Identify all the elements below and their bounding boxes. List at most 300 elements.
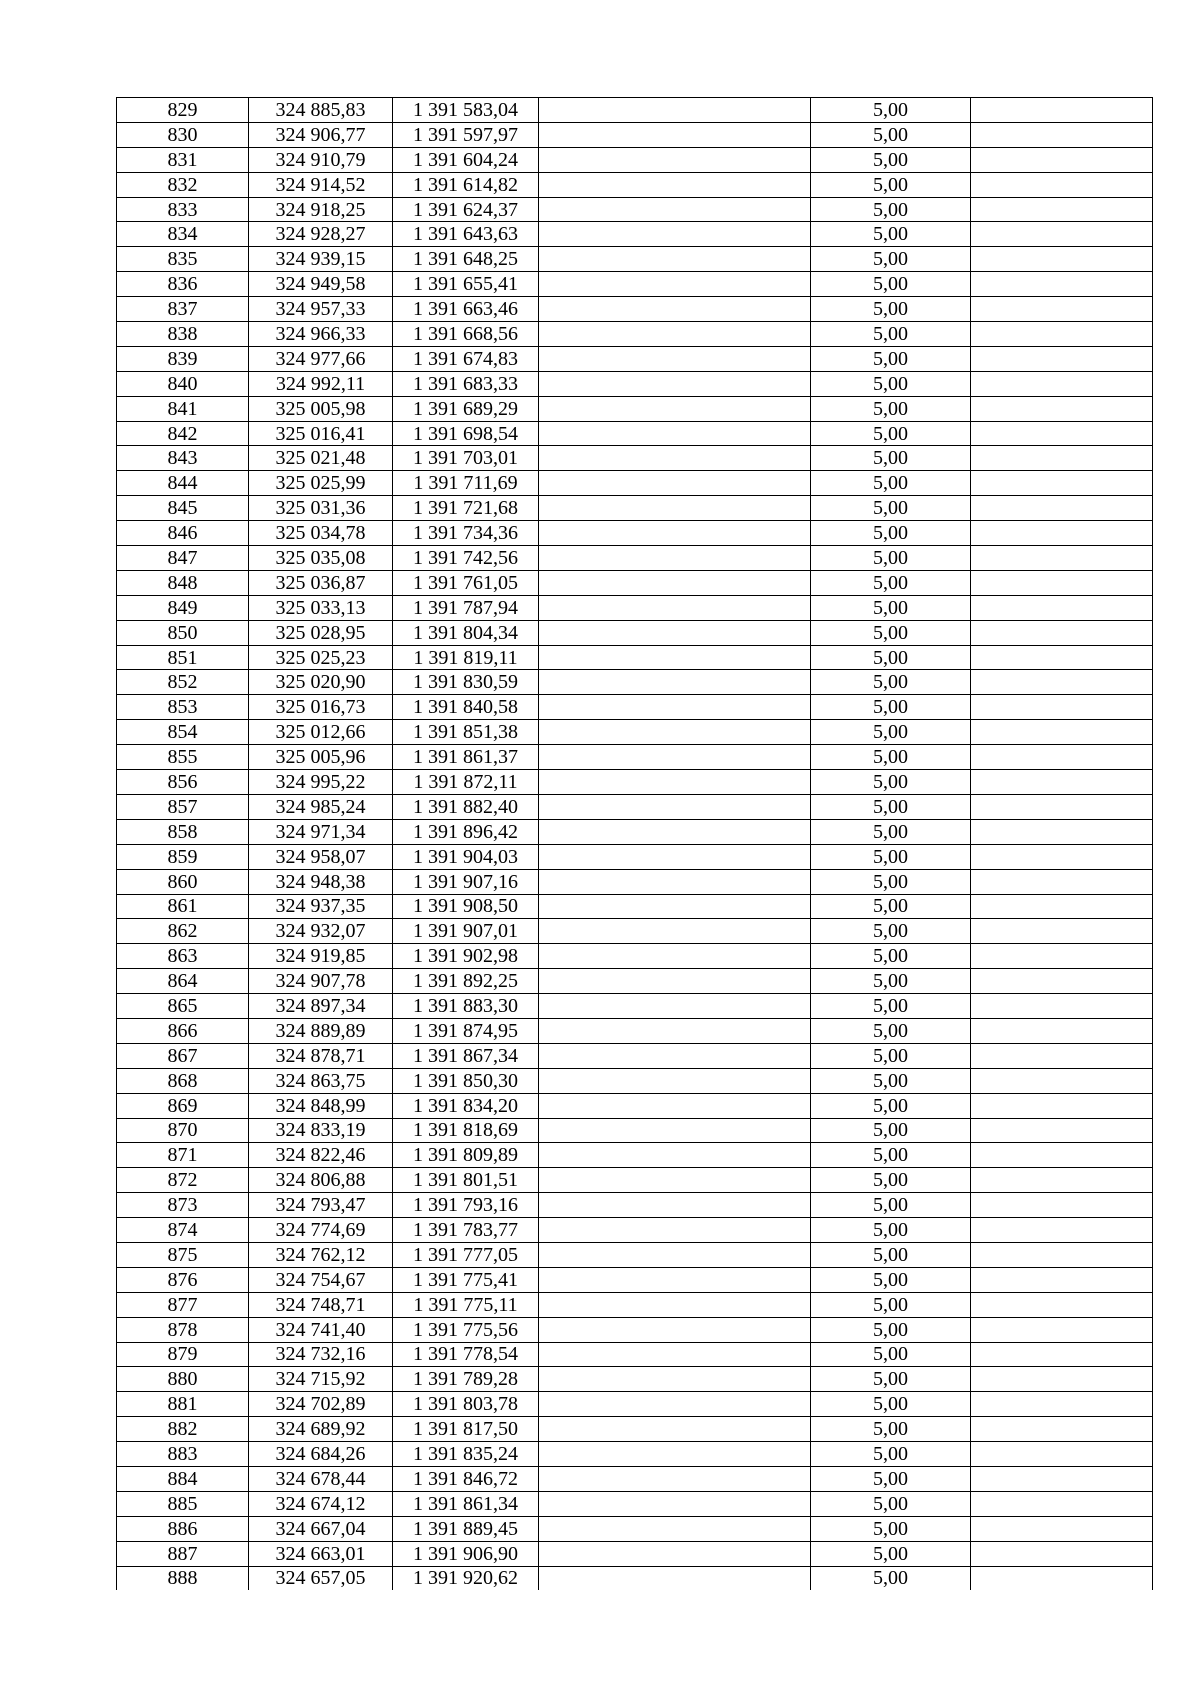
empty-cell xyxy=(539,1342,811,1367)
empty-cell xyxy=(539,720,811,745)
table-row xyxy=(117,944,1153,969)
table-row xyxy=(117,1566,1153,1590)
x-coordinate-cell: 324 748,71 xyxy=(249,1292,393,1317)
value-cell: 5,00 xyxy=(811,844,971,869)
value-cell: 5,00 xyxy=(811,1218,971,1243)
value-cell: 5,00 xyxy=(811,1043,971,1068)
table-row xyxy=(117,1218,1153,1243)
point-number-cell: 833 xyxy=(117,197,249,222)
x-coordinate-cell: 324 793,47 xyxy=(249,1193,393,1218)
y-coordinate-cell: 1 391 597,97 xyxy=(393,122,539,147)
value-cell: 5,00 xyxy=(811,1168,971,1193)
point-number-cell: 841 xyxy=(117,396,249,421)
empty-cell xyxy=(539,1168,811,1193)
table-row xyxy=(117,1292,1153,1317)
empty-cell xyxy=(539,1218,811,1243)
empty-cell xyxy=(539,122,811,147)
point-number-cell: 869 xyxy=(117,1093,249,1118)
point-number-cell: 871 xyxy=(117,1143,249,1168)
empty-cell xyxy=(971,1392,1153,1417)
empty-cell xyxy=(539,595,811,620)
x-coordinate-cell: 324 741,40 xyxy=(249,1317,393,1342)
table-row xyxy=(117,1242,1153,1267)
value-cell: 5,00 xyxy=(811,297,971,322)
value-cell: 5,00 xyxy=(811,1018,971,1043)
empty-cell xyxy=(971,197,1153,222)
table-row xyxy=(117,1018,1153,1043)
value-cell: 5,00 xyxy=(811,421,971,446)
y-coordinate-cell: 1 391 734,36 xyxy=(393,521,539,546)
point-number-cell: 835 xyxy=(117,247,249,272)
y-coordinate-cell: 1 391 703,01 xyxy=(393,446,539,471)
point-number-cell: 888 xyxy=(117,1566,249,1590)
empty-cell xyxy=(971,1018,1153,1043)
y-coordinate-cell: 1 391 761,05 xyxy=(393,570,539,595)
x-coordinate-cell: 324 914,52 xyxy=(249,172,393,197)
y-coordinate-cell: 1 391 861,34 xyxy=(393,1491,539,1516)
empty-cell xyxy=(539,919,811,944)
empty-cell xyxy=(539,1417,811,1442)
empty-cell xyxy=(971,172,1153,197)
value-cell: 5,00 xyxy=(811,1392,971,1417)
empty-cell xyxy=(539,1392,811,1417)
empty-cell xyxy=(539,819,811,844)
value-cell: 5,00 xyxy=(811,247,971,272)
point-number-cell: 849 xyxy=(117,595,249,620)
y-coordinate-cell: 1 391 698,54 xyxy=(393,421,539,446)
y-coordinate-cell: 1 391 861,37 xyxy=(393,745,539,770)
point-number-cell: 863 xyxy=(117,944,249,969)
point-number-cell: 855 xyxy=(117,745,249,770)
y-coordinate-cell: 1 391 818,69 xyxy=(393,1118,539,1143)
x-coordinate-cell: 325 005,96 xyxy=(249,745,393,770)
x-coordinate-cell: 324 689,92 xyxy=(249,1417,393,1442)
x-coordinate-cell: 324 674,12 xyxy=(249,1491,393,1516)
empty-cell xyxy=(539,1193,811,1218)
y-coordinate-cell: 1 391 683,33 xyxy=(393,371,539,396)
x-coordinate-cell: 324 774,69 xyxy=(249,1218,393,1243)
value-cell: 5,00 xyxy=(811,1516,971,1541)
point-number-cell: 848 xyxy=(117,570,249,595)
empty-cell xyxy=(971,994,1153,1019)
point-number-cell: 839 xyxy=(117,346,249,371)
x-coordinate-cell: 324 885,83 xyxy=(249,98,393,123)
empty-cell xyxy=(971,1342,1153,1367)
empty-cell xyxy=(539,297,811,322)
point-number-cell: 882 xyxy=(117,1417,249,1442)
table-row xyxy=(117,496,1153,521)
y-coordinate-cell: 1 391 846,72 xyxy=(393,1466,539,1491)
empty-cell xyxy=(971,1242,1153,1267)
empty-cell xyxy=(971,670,1153,695)
x-coordinate-cell: 325 031,36 xyxy=(249,496,393,521)
x-coordinate-cell: 324 932,07 xyxy=(249,919,393,944)
x-coordinate-cell: 324 937,35 xyxy=(249,894,393,919)
y-coordinate-cell: 1 391 867,34 xyxy=(393,1043,539,1068)
y-coordinate-cell: 1 391 889,45 xyxy=(393,1516,539,1541)
value-cell: 5,00 xyxy=(811,620,971,645)
empty-cell xyxy=(971,297,1153,322)
table-row xyxy=(117,446,1153,471)
y-coordinate-cell: 1 391 614,82 xyxy=(393,172,539,197)
table-row xyxy=(117,570,1153,595)
empty-cell xyxy=(539,396,811,421)
x-coordinate-cell: 324 906,77 xyxy=(249,122,393,147)
point-number-cell: 837 xyxy=(117,297,249,322)
x-coordinate-cell: 324 928,27 xyxy=(249,222,393,247)
point-number-cell: 843 xyxy=(117,446,249,471)
value-cell: 5,00 xyxy=(811,670,971,695)
point-number-cell: 875 xyxy=(117,1242,249,1267)
empty-cell xyxy=(971,770,1153,795)
x-coordinate-cell: 325 034,78 xyxy=(249,521,393,546)
point-number-cell: 842 xyxy=(117,421,249,446)
empty-cell xyxy=(971,1541,1153,1566)
x-coordinate-cell: 325 025,99 xyxy=(249,471,393,496)
empty-cell xyxy=(971,1491,1153,1516)
x-coordinate-cell: 324 663,01 xyxy=(249,1541,393,1566)
empty-cell xyxy=(539,446,811,471)
x-coordinate-cell: 325 016,73 xyxy=(249,695,393,720)
y-coordinate-cell: 1 391 896,42 xyxy=(393,819,539,844)
empty-cell xyxy=(971,595,1153,620)
x-coordinate-cell: 325 025,23 xyxy=(249,645,393,670)
empty-cell xyxy=(539,421,811,446)
value-cell: 5,00 xyxy=(811,371,971,396)
x-coordinate-cell: 324 878,71 xyxy=(249,1043,393,1068)
table-row xyxy=(117,147,1153,172)
value-cell: 5,00 xyxy=(811,695,971,720)
value-cell: 5,00 xyxy=(811,1317,971,1342)
y-coordinate-cell: 1 391 721,68 xyxy=(393,496,539,521)
empty-cell xyxy=(539,570,811,595)
empty-cell xyxy=(539,471,811,496)
empty-cell xyxy=(971,1218,1153,1243)
empty-cell xyxy=(539,1491,811,1516)
y-coordinate-cell: 1 391 801,51 xyxy=(393,1168,539,1193)
value-cell: 5,00 xyxy=(811,770,971,795)
y-coordinate-cell: 1 391 643,63 xyxy=(393,222,539,247)
x-coordinate-cell: 324 995,22 xyxy=(249,770,393,795)
x-coordinate-cell: 324 907,78 xyxy=(249,969,393,994)
table-row xyxy=(117,546,1153,571)
table-row xyxy=(117,272,1153,297)
y-coordinate-cell: 1 391 902,98 xyxy=(393,944,539,969)
y-coordinate-cell: 1 391 851,38 xyxy=(393,720,539,745)
empty-cell xyxy=(971,272,1153,297)
point-number-cell: 868 xyxy=(117,1068,249,1093)
x-coordinate-cell: 324 715,92 xyxy=(249,1367,393,1392)
value-cell: 5,00 xyxy=(811,396,971,421)
y-coordinate-cell: 1 391 689,29 xyxy=(393,396,539,421)
table-row xyxy=(117,1118,1153,1143)
table-row xyxy=(117,396,1153,421)
value-cell: 5,00 xyxy=(811,496,971,521)
value-cell: 5,00 xyxy=(811,1068,971,1093)
point-number-cell: 866 xyxy=(117,1018,249,1043)
empty-cell xyxy=(539,645,811,670)
y-coordinate-cell: 1 391 907,01 xyxy=(393,919,539,944)
empty-cell xyxy=(539,1018,811,1043)
empty-cell xyxy=(539,1093,811,1118)
value-cell: 5,00 xyxy=(811,1242,971,1267)
empty-cell xyxy=(971,147,1153,172)
point-number-cell: 858 xyxy=(117,819,249,844)
point-number-cell: 832 xyxy=(117,172,249,197)
value-cell: 5,00 xyxy=(811,819,971,844)
value-cell: 5,00 xyxy=(811,869,971,894)
table-row xyxy=(117,1392,1153,1417)
empty-cell xyxy=(539,322,811,347)
table-row xyxy=(117,1093,1153,1118)
value-cell: 5,00 xyxy=(811,1143,971,1168)
table-row xyxy=(117,471,1153,496)
empty-cell xyxy=(539,1541,811,1566)
empty-cell xyxy=(971,546,1153,571)
y-coordinate-cell: 1 391 583,04 xyxy=(393,98,539,123)
x-coordinate-cell: 324 992,11 xyxy=(249,371,393,396)
empty-cell xyxy=(539,1267,811,1292)
empty-cell xyxy=(971,1068,1153,1093)
empty-cell xyxy=(539,346,811,371)
table-row xyxy=(117,794,1153,819)
point-number-cell: 830 xyxy=(117,122,249,147)
empty-cell xyxy=(971,1118,1153,1143)
empty-cell xyxy=(539,1068,811,1093)
value-cell: 5,00 xyxy=(811,1417,971,1442)
point-number-cell: 853 xyxy=(117,695,249,720)
empty-cell xyxy=(971,396,1153,421)
empty-cell xyxy=(971,1193,1153,1218)
empty-cell xyxy=(539,1566,811,1590)
y-coordinate-cell: 1 391 804,34 xyxy=(393,620,539,645)
point-number-cell: 846 xyxy=(117,521,249,546)
value-cell: 5,00 xyxy=(811,521,971,546)
table-row xyxy=(117,819,1153,844)
point-number-cell: 850 xyxy=(117,620,249,645)
value-cell: 5,00 xyxy=(811,720,971,745)
empty-cell xyxy=(971,346,1153,371)
empty-cell xyxy=(539,1043,811,1068)
y-coordinate-cell: 1 391 908,50 xyxy=(393,894,539,919)
empty-cell xyxy=(539,147,811,172)
table-row xyxy=(117,1516,1153,1541)
value-cell: 5,00 xyxy=(811,1193,971,1218)
x-coordinate-cell: 324 732,16 xyxy=(249,1342,393,1367)
table-row xyxy=(117,1043,1153,1068)
table-row xyxy=(117,421,1153,446)
x-coordinate-cell: 324 939,15 xyxy=(249,247,393,272)
table-row xyxy=(117,1367,1153,1392)
empty-cell xyxy=(971,1093,1153,1118)
x-coordinate-cell: 324 833,19 xyxy=(249,1118,393,1143)
point-number-cell: 881 xyxy=(117,1392,249,1417)
empty-cell xyxy=(971,969,1153,994)
x-coordinate-cell: 324 822,46 xyxy=(249,1143,393,1168)
empty-cell xyxy=(539,969,811,994)
y-coordinate-cell: 1 391 783,77 xyxy=(393,1218,539,1243)
point-number-cell: 840 xyxy=(117,371,249,396)
empty-cell xyxy=(971,1466,1153,1491)
empty-cell xyxy=(971,570,1153,595)
y-coordinate-cell: 1 391 793,16 xyxy=(393,1193,539,1218)
x-coordinate-cell: 325 028,95 xyxy=(249,620,393,645)
y-coordinate-cell: 1 391 830,59 xyxy=(393,670,539,695)
y-coordinate-cell: 1 391 906,90 xyxy=(393,1541,539,1566)
value-cell: 5,00 xyxy=(811,1118,971,1143)
empty-cell xyxy=(971,695,1153,720)
point-number-cell: 859 xyxy=(117,844,249,869)
x-coordinate-cell: 324 919,85 xyxy=(249,944,393,969)
point-number-cell: 865 xyxy=(117,994,249,1019)
table-row xyxy=(117,222,1153,247)
point-number-cell: 829 xyxy=(117,98,249,123)
x-coordinate-cell: 325 035,08 xyxy=(249,546,393,571)
x-coordinate-cell: 324 667,04 xyxy=(249,1516,393,1541)
empty-cell xyxy=(971,122,1153,147)
empty-cell xyxy=(971,222,1153,247)
value-cell: 5,00 xyxy=(811,197,971,222)
y-coordinate-cell: 1 391 872,11 xyxy=(393,770,539,795)
y-coordinate-cell: 1 391 787,94 xyxy=(393,595,539,620)
y-coordinate-cell: 1 391 604,24 xyxy=(393,147,539,172)
x-coordinate-cell: 324 958,07 xyxy=(249,844,393,869)
empty-cell xyxy=(971,819,1153,844)
empty-cell xyxy=(971,1566,1153,1590)
value-cell: 5,00 xyxy=(811,1342,971,1367)
table-row xyxy=(117,247,1153,272)
table-row xyxy=(117,346,1153,371)
point-number-cell: 856 xyxy=(117,770,249,795)
table-row xyxy=(117,197,1153,222)
value-cell: 5,00 xyxy=(811,446,971,471)
y-coordinate-cell: 1 391 775,11 xyxy=(393,1292,539,1317)
empty-cell xyxy=(971,745,1153,770)
empty-cell xyxy=(539,894,811,919)
empty-cell xyxy=(539,1292,811,1317)
coordinates-table xyxy=(116,97,1153,1590)
x-coordinate-cell: 324 848,99 xyxy=(249,1093,393,1118)
table-row xyxy=(117,297,1153,322)
value-cell: 5,00 xyxy=(811,222,971,247)
empty-cell xyxy=(539,272,811,297)
table-row xyxy=(117,1491,1153,1516)
table-row xyxy=(117,595,1153,620)
value-cell: 5,00 xyxy=(811,147,971,172)
table-row xyxy=(117,1541,1153,1566)
y-coordinate-cell: 1 391 840,58 xyxy=(393,695,539,720)
point-number-cell: 873 xyxy=(117,1193,249,1218)
empty-cell xyxy=(539,496,811,521)
value-cell: 5,00 xyxy=(811,1541,971,1566)
empty-cell xyxy=(971,794,1153,819)
empty-cell xyxy=(539,670,811,695)
x-coordinate-cell: 324 863,75 xyxy=(249,1068,393,1093)
table-row xyxy=(117,994,1153,1019)
empty-cell xyxy=(971,919,1153,944)
empty-cell xyxy=(539,1242,811,1267)
table-row xyxy=(117,521,1153,546)
empty-cell xyxy=(539,620,811,645)
table-row xyxy=(117,645,1153,670)
value-cell: 5,00 xyxy=(811,346,971,371)
x-coordinate-cell: 324 678,44 xyxy=(249,1466,393,1491)
value-cell: 5,00 xyxy=(811,645,971,670)
empty-cell xyxy=(539,222,811,247)
empty-cell xyxy=(971,1168,1153,1193)
y-coordinate-cell: 1 391 892,25 xyxy=(393,969,539,994)
y-coordinate-cell: 1 391 655,41 xyxy=(393,272,539,297)
table-row xyxy=(117,620,1153,645)
empty-cell xyxy=(971,521,1153,546)
x-coordinate-cell: 325 033,13 xyxy=(249,595,393,620)
empty-cell xyxy=(971,471,1153,496)
point-number-cell: 885 xyxy=(117,1491,249,1516)
table-row xyxy=(117,371,1153,396)
point-number-cell: 844 xyxy=(117,471,249,496)
empty-cell xyxy=(539,371,811,396)
empty-cell xyxy=(971,1442,1153,1467)
table-row xyxy=(117,98,1153,123)
point-number-cell: 876 xyxy=(117,1267,249,1292)
table-row xyxy=(117,919,1153,944)
value-cell: 5,00 xyxy=(811,969,971,994)
table-row xyxy=(117,1193,1153,1218)
point-number-cell: 884 xyxy=(117,1466,249,1491)
empty-cell xyxy=(971,1143,1153,1168)
point-number-cell: 879 xyxy=(117,1342,249,1367)
empty-cell xyxy=(971,1367,1153,1392)
y-coordinate-cell: 1 391 882,40 xyxy=(393,794,539,819)
empty-cell xyxy=(539,994,811,1019)
x-coordinate-cell: 325 005,98 xyxy=(249,396,393,421)
empty-cell xyxy=(971,944,1153,969)
x-coordinate-cell: 324 762,12 xyxy=(249,1242,393,1267)
x-coordinate-cell: 324 971,34 xyxy=(249,819,393,844)
x-coordinate-cell: 324 948,38 xyxy=(249,869,393,894)
empty-cell xyxy=(971,247,1153,272)
empty-cell xyxy=(971,620,1153,645)
x-coordinate-cell: 324 657,05 xyxy=(249,1566,393,1590)
y-coordinate-cell: 1 391 742,56 xyxy=(393,546,539,571)
table-row xyxy=(117,172,1153,197)
x-coordinate-cell: 324 949,58 xyxy=(249,272,393,297)
empty-cell xyxy=(971,1516,1153,1541)
value-cell: 5,00 xyxy=(811,546,971,571)
x-coordinate-cell: 324 966,33 xyxy=(249,322,393,347)
y-coordinate-cell: 1 391 819,11 xyxy=(393,645,539,670)
y-coordinate-cell: 1 391 624,37 xyxy=(393,197,539,222)
value-cell: 5,00 xyxy=(811,1491,971,1516)
x-coordinate-cell: 325 020,90 xyxy=(249,670,393,695)
x-coordinate-cell: 324 985,24 xyxy=(249,794,393,819)
point-number-cell: 847 xyxy=(117,546,249,571)
value-cell: 5,00 xyxy=(811,1267,971,1292)
point-number-cell: 886 xyxy=(117,1516,249,1541)
empty-cell xyxy=(539,869,811,894)
point-number-cell: 851 xyxy=(117,645,249,670)
empty-cell xyxy=(539,1317,811,1342)
empty-cell xyxy=(539,197,811,222)
empty-cell xyxy=(539,745,811,770)
y-coordinate-cell: 1 391 883,30 xyxy=(393,994,539,1019)
value-cell: 5,00 xyxy=(811,471,971,496)
y-coordinate-cell: 1 391 803,78 xyxy=(393,1392,539,1417)
empty-cell xyxy=(971,98,1153,123)
value-cell: 5,00 xyxy=(811,894,971,919)
value-cell: 5,00 xyxy=(811,1566,971,1590)
empty-cell xyxy=(539,247,811,272)
